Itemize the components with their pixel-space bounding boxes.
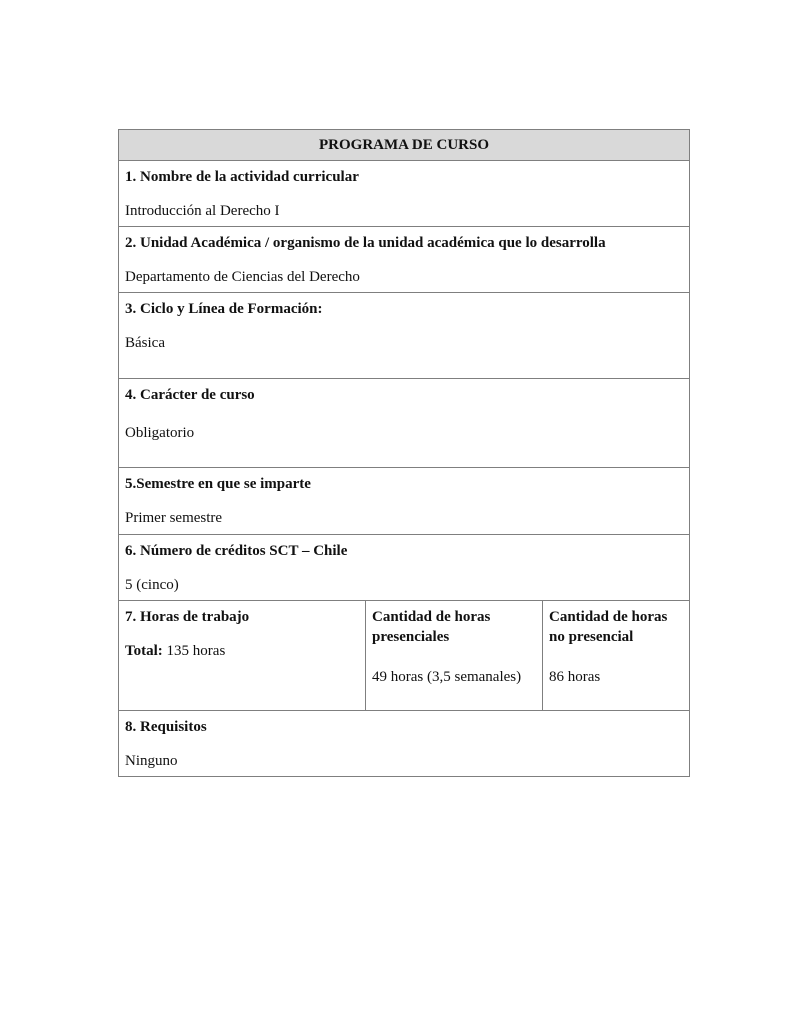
table-title: PROGRAMA DE CURSO — [119, 130, 690, 161]
no-presencial-hours-label: Cantidad de horas no presencial — [549, 609, 668, 645]
section-label: 5.Semestre en que se imparte — [125, 476, 311, 492]
section-credits — [119, 535, 690, 601]
section-value: Departamento de Ciencias del Derecho — [125, 269, 360, 285]
total-label: Total: — [125, 643, 163, 659]
section-value: Primer semestre — [125, 510, 223, 526]
no-presencial-hours-value: 86 horas — [549, 669, 601, 685]
section-label: 2. Unidad Académica / organismo de la unidad académica que lo desarrolla — [125, 235, 606, 251]
section-value: Ninguno — [125, 753, 178, 769]
section-requirements — [119, 711, 690, 777]
section-course-character — [119, 379, 690, 468]
section-academic-unit — [119, 227, 690, 293]
total-hours — [125, 641, 359, 661]
section-work-hours — [119, 601, 690, 711]
section-semester — [119, 468, 690, 535]
section-label: 3. Ciclo y Línea de Formación: — [125, 301, 323, 317]
section-value: Introducción al Derecho I — [125, 203, 280, 219]
section-label: 8. Requisitos — [125, 719, 207, 735]
section-value: 5 (cinco) — [125, 577, 179, 593]
section-label: 4. Carácter de curso — [125, 387, 255, 403]
section-label: 7. Horas de trabajo — [125, 609, 250, 625]
section-cycle — [119, 293, 690, 379]
course-program-table — [118, 129, 690, 777]
section-value: Básica — [125, 335, 165, 351]
section-label: 1. Nombre de la actividad curricular — [125, 169, 359, 185]
presencial-hours-label: Cantidad de horas presenciales — [372, 609, 491, 645]
section-value: Obligatorio — [125, 425, 195, 441]
section-label: 6. Número de créditos SCT – Chile — [125, 543, 348, 559]
section-activity-name — [119, 161, 690, 227]
presencial-hours-value: 49 horas (3,5 semanales) — [372, 669, 522, 685]
total-value: 135 horas — [162, 643, 226, 659]
